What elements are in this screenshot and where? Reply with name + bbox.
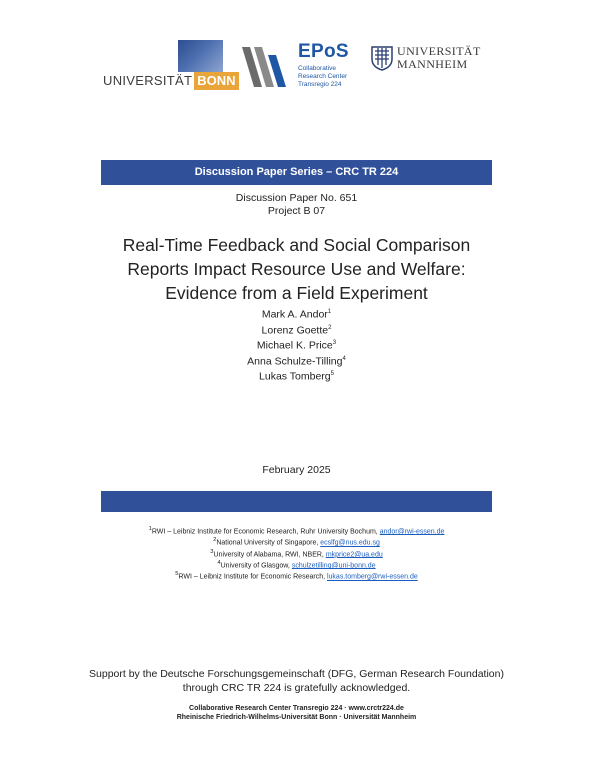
affiliation: $^4$University of Glasgow, schulzetilling@uni-bonn.de xyxy=(217,559,376,570)
email-link[interactable]: ecslfg@nus.edu.sg xyxy=(320,539,380,547)
author: Michael K. Price$^3$ xyxy=(256,339,337,352)
affiliation-list xyxy=(0,525,593,582)
bonn-logo-square xyxy=(178,40,223,72)
bonn-logo-text: UNIVERSITÄT xyxy=(103,73,193,88)
paper-number: Discussion Paper No. 651 xyxy=(235,192,358,204)
title-line-3: Evidence from a Field Experiment xyxy=(165,283,428,303)
series-banner xyxy=(101,160,492,185)
author: Lukas Tomberg$^5$ xyxy=(259,370,334,383)
author: Anna Schulze-Tilling$^4$ xyxy=(247,355,346,367)
email-link[interactable]: schulzetilling@uni-bonn.de xyxy=(291,562,376,570)
affiliation: $^3$University of Alabama, RWI, NBER, mkprice2@ua.edu xyxy=(210,548,383,558)
funding-acknowledgement xyxy=(0,667,593,695)
email-link[interactable]: lukas.tomberg@rwi-essen.de xyxy=(326,573,418,581)
divider-banner xyxy=(101,491,492,512)
affiliation: $^1$RWI – Leibniz Institute for Economic Research, Ruhr University Bochum, andor@rwi-essen.de xyxy=(148,526,445,536)
title-line-1: Real-Time Feedback and Social Comparison xyxy=(122,235,471,255)
university-mannheim-logo xyxy=(370,45,490,75)
support-line-1: Support by the Deutsche Forschungsgemeinschaft (DFG, German Research Foundation) xyxy=(89,668,504,680)
email-link[interactable]: mkprice2@ua.edu xyxy=(325,550,383,558)
series-banner-title: Discussion Paper Series – CRC TR 224 xyxy=(194,166,399,178)
author-list xyxy=(0,306,593,384)
university-bonn-logo xyxy=(103,40,236,90)
email-link[interactable]: andor@rwi-essen.de xyxy=(379,528,445,536)
footer xyxy=(0,704,593,722)
mannheim-seal-icon xyxy=(370,45,394,71)
epos-logo xyxy=(240,43,360,93)
author: Mark A. Andor$^1$ xyxy=(261,308,332,321)
paper-title xyxy=(0,233,593,305)
project-label: Project B 07 xyxy=(267,205,326,217)
epos-mark-icon xyxy=(240,43,292,91)
author: Lorenz Goette$^2$ xyxy=(261,324,332,336)
epos-subtitle: Collaborative Research Center Transregio 224 xyxy=(298,65,348,88)
footer-line-2: Rheinische Friedrich-Wilhelms-Universität Bonn · Universität Mannheim xyxy=(176,714,417,721)
support-line-2: through CRC TR 224 is gratefully acknowledged. xyxy=(182,682,411,694)
title-line-2: Reports Impact Resource Use and Welfare: xyxy=(127,259,466,279)
epos-title: EPoS xyxy=(298,41,349,62)
publication-date: February 2025 xyxy=(262,464,331,476)
affiliation: $^5$RWI – Leibniz Institute for Economic Research, lukas.tomberg@rwi-essen.de xyxy=(175,571,418,581)
bonn-logo-box: BONN xyxy=(194,72,238,90)
affiliation: $^2$National University of Singapore, ecslfg@nus.edu.sg xyxy=(213,537,380,547)
footer-line-1: Collaborative Research Center Transregio 224 · www.crctr224.de xyxy=(189,705,404,712)
mannheim-logo-text: UNIVERSITÄT MANNHEIM xyxy=(397,44,481,71)
